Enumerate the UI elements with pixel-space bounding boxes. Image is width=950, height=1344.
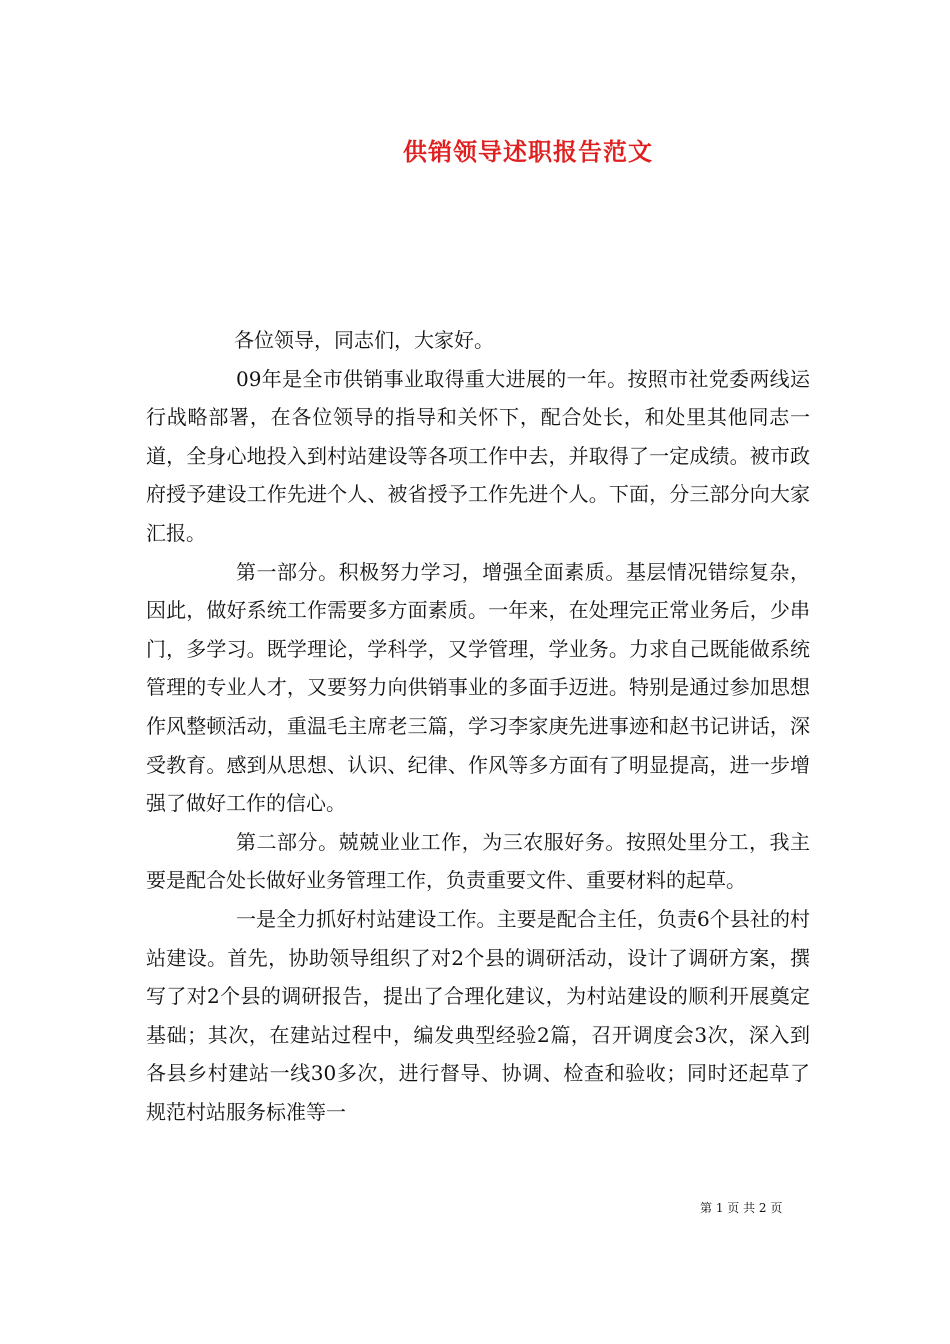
document-body — [146, 321, 810, 1131]
page-number-footer: 第 1 页 共 2 页 — [700, 1201, 783, 1215]
paragraph-greeting: 各位领导，同志们，大家好。 — [234, 328, 494, 352]
paragraph-part-one: 第一部分。积极努力学习，增强全面素质。基层情况错综复杂，因此，做好系统工作需要多方面素质。一年来，在处理完正常业务后，少串门，多学习。既学理论，学科学，又学管理，学业务。力求自己既能做系统管理的专业人才，又要努力向供销事业的多面手迈进。特别是通过参加思想作风整顿活动，重温毛主席老三篇，学习李家庚先进事迹和赵书记讲话，深受教育。感到从思想、认识、纪律、作风等多方面有了明显提高，进一步增强了做好工作的信心。 — [146, 559, 810, 816]
paragraph-village-station: 一是全力抓好村站建设工作。主要是配合主任，负责6个县社的村站建设。首先，协助领导组织了对2个县的调研活动，设计了调研方案，撰写了对2个县的调研报告，提出了合理化建议，为村站建设的顺利开展奠定基础；其次，在建站过程中，编发典型经验2篇，召开调度会3次，深入到各县乡村建站一线30多次，进行督导、协调、检查和验收；同时还起草了规范村站服务标准等一 — [146, 906, 810, 1124]
document-title: 供销领导述职报告范文 — [403, 137, 653, 166]
paragraph-intro: 09年是全市供销事业取得重大进展的一年。按照市社党委两线运行战略部署，在各位领导的指导和关怀下，配合处长，和处里其他同志一道，全身心地投入到村站建设等各项工作中去，并取得了一定成绩。被市政府授予建设工作先进个人、被省授予工作先进个人。下面，分三部分向大家汇报。 — [146, 366, 810, 545]
paragraph-part-two: 第二部分。兢兢业业工作，为三农服好务。按照处里分工，我主要是配合处长做好业务管理工作，负责重要文件、重要材料的起草。 — [146, 829, 810, 893]
